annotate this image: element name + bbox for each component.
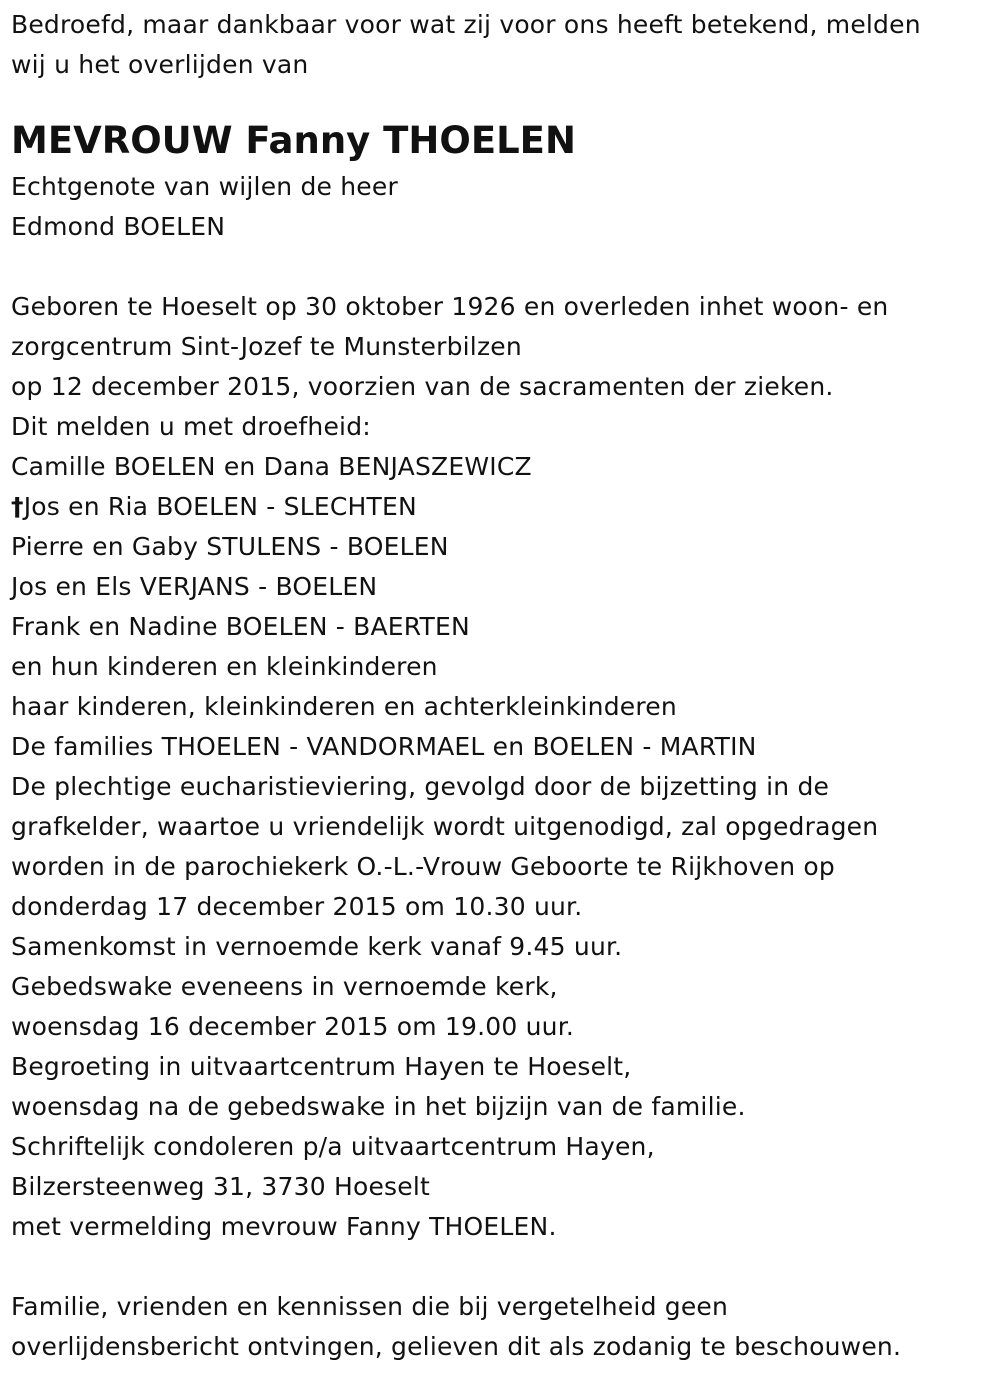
ceremony-line: woensdag na de gebedswake in het bijzijn van de familie. <box>11 1092 746 1121</box>
spacer <box>11 247 991 287</box>
mourner-line: haar kinderen, kleinkinderen en achterkleinkinderen <box>11 692 677 721</box>
closing-line-2: overlijdensbericht ontvingen, gelieven dit als zodanig te beschouwen. <box>11 1332 902 1361</box>
ceremony-line: met vermelding mevrouw Fanny THOELEN. <box>11 1212 557 1241</box>
cross-icon: † <box>11 492 24 521</box>
intro-line-2: wij u het overlijden van <box>11 50 309 79</box>
ceremony-line: Gebedswake eveneens in vernoemde kerk, <box>11 972 558 1001</box>
spacer <box>11 1247 991 1287</box>
mourner-line: Pierre en Gaby STULENS - BOELEN <box>11 532 449 561</box>
mourner-line: en hun kinderen en kleinkinderen <box>11 652 438 681</box>
intro-paragraph <box>11 0 991 85</box>
birth-death-line-3: op 12 december 2015, voorzien van de sacramenten der zieken. <box>11 372 834 401</box>
closing-line-1: Familie, vrienden en kennissen die bij vergetelheid geen <box>11 1292 729 1321</box>
mourner-line: Camille BOELEN en Dana BENJASZEWICZ <box>11 452 532 481</box>
ceremony-line: Schriftelijk condoleren p/a uitvaartcentrum Hayen, <box>11 1132 655 1161</box>
ceremony-line: Begroeting in uitvaartcentrum Hayen te Hoeselt, <box>11 1052 632 1081</box>
ceremony-paragraph <box>11 767 991 1247</box>
spouse-paragraph <box>11 167 991 247</box>
mourner-line: Frank en Nadine BOELEN - BAERTEN <box>11 612 470 641</box>
mourners-intro: Dit melden u met droefheid: <box>11 412 371 441</box>
birth-death-paragraph <box>11 287 991 407</box>
birth-death-line-2: zorgcentrum Sint-Jozef te Munsterbilzen <box>11 332 522 361</box>
ceremony-line: worden in de parochiekerk O.-L.-Vrouw Geboorte te Rijkhoven op <box>11 852 835 881</box>
mourner-line-deceased <box>11 487 991 527</box>
ceremony-line: Bilzersteenweg 31, 3730 Hoeselt <box>11 1172 431 1201</box>
mourner-line: Jos en Els VERJANS - BOELEN <box>11 572 378 601</box>
mourner-line-text: Jos en Ria BOELEN - SLECHTEN <box>23 492 417 521</box>
ceremony-line: Samenkomst in vernoemde kerk vanaf 9.45 uur. <box>11 932 623 961</box>
ceremony-line: De plechtige eucharistieviering, gevolgd door de bijzetting in de <box>11 772 830 801</box>
ceremony-line: woensdag 16 december 2015 om 19.00 uur. <box>11 1012 575 1041</box>
deceased-name-heading: MEVROUW Fanny THOELEN <box>11 119 576 162</box>
ceremony-line: grafkelder, waartoe u vriendelijk wordt uitgenodigd, zal opgedragen <box>11 812 879 841</box>
birth-death-line-1: Geboren te Hoeselt op 30 oktober 1926 en overleden inhet woon- en <box>11 292 889 321</box>
intro-line-1: Bedroefd, maar dankbaar voor wat zij voor ons heeft betekend, melden <box>11 10 921 39</box>
spouse-line-2: Edmond BOELEN <box>11 212 226 241</box>
closing-paragraph <box>11 1287 991 1367</box>
mourner-line: De families THOELEN - VANDORMAEL en BOELEN - MARTIN <box>11 732 757 761</box>
spouse-line-1: Echtgenote van wijlen de heer <box>11 172 398 201</box>
ceremony-line: donderdag 17 december 2015 om 10.30 uur. <box>11 892 583 921</box>
mourners-list <box>11 447 991 767</box>
obituary-notice <box>11 0 991 1367</box>
